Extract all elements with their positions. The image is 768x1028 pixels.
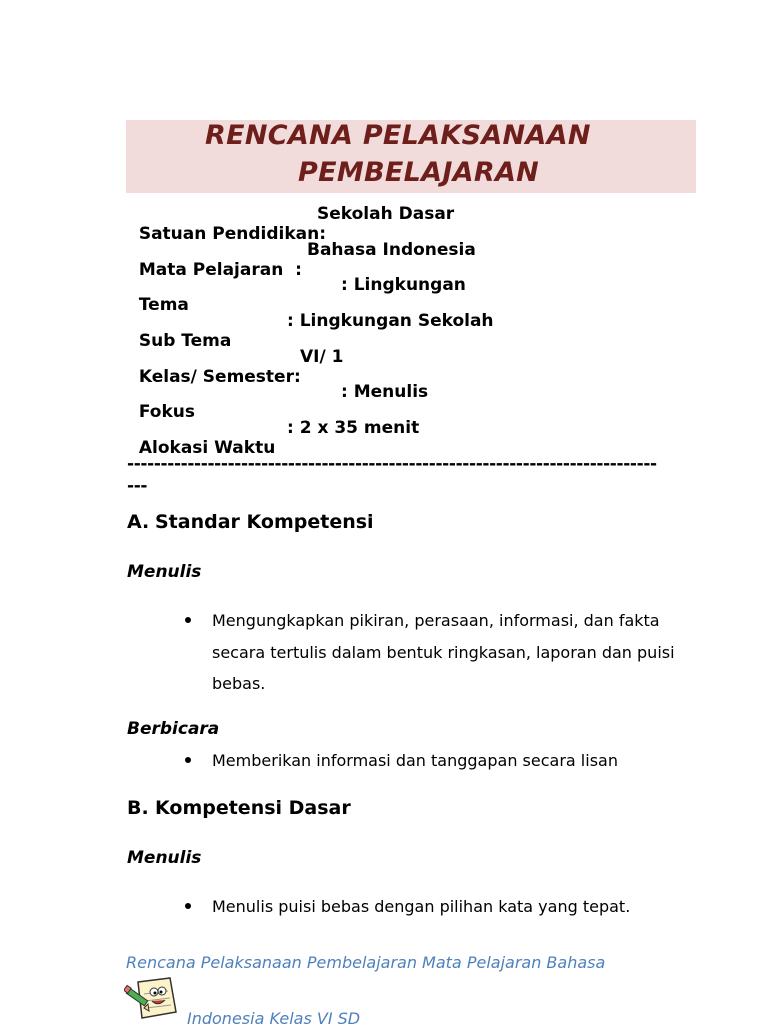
field-label: Sub Tema — [138, 331, 232, 351]
field-value: Sekolah Dasar — [317, 204, 455, 224]
section-title: Kompetensi Dasar — [155, 797, 351, 819]
field-value: : Menulis — [341, 382, 429, 402]
bullet-icon — [185, 757, 191, 763]
field-value: : Lingkungan Sekolah — [287, 311, 494, 331]
field-value: VI/ 1 — [300, 347, 344, 367]
field-value: : Lingkungan — [341, 275, 466, 295]
document-title-line-1: RENCANA PELAKSANAAN — [205, 120, 591, 151]
field-label: Satuan Pendidikan: — [138, 224, 327, 244]
document-title-line-2: PEMBELAJARAN — [298, 157, 540, 188]
separator-line-1: ------------------------------------------------------------------------------- — [127, 454, 657, 474]
section-b-heading — [127, 797, 351, 819]
section-a-menulis-bullet: Mengungkapkan pikiran, perasaan, informasi, dan fakta secara tertulis dalam bentuk ringkasan, laporan dan puisi bebas. — [212, 611, 675, 693]
section-letter: B. — [127, 797, 149, 819]
field-label: Mata Pelajaran : — [138, 260, 302, 280]
bullet-icon — [185, 903, 191, 909]
pencil-writing-icon — [124, 974, 180, 1024]
field-value: : 2 x 35 menit — [287, 418, 420, 438]
section-b-menulis-label: Menulis — [127, 848, 202, 868]
footer-line-2: Indonesia Kelas VI SD — [187, 1009, 361, 1028]
section-a-menulis-label: Menulis — [127, 562, 202, 582]
field-label: Kelas/ Semester: — [138, 367, 301, 387]
field-label: Fokus — [138, 402, 195, 422]
section-a-berbicara-bullet: Memberikan informasi dan tanggapan secara lisan — [212, 751, 618, 770]
field-label: Alokasi Waktu — [138, 438, 276, 458]
footer-line-1: Rencana Pelaksanaan Pembelajaran Mata Pelajaran Bahasa — [126, 953, 606, 972]
field-label: Tema — [138, 295, 189, 315]
section-a-heading — [127, 511, 374, 533]
separator-line-2: --- — [127, 476, 148, 496]
field-value: Bahasa Indonesia — [307, 240, 476, 260]
section-b-menulis-bullet: Menulis puisi bebas dengan pilihan kata yang tepat. — [212, 897, 631, 916]
section-a-berbicara-label: Berbicara — [127, 719, 220, 739]
bullet-icon — [185, 617, 191, 623]
section-letter: A. — [127, 511, 150, 533]
section-title: Standar Kompetensi — [155, 511, 374, 533]
